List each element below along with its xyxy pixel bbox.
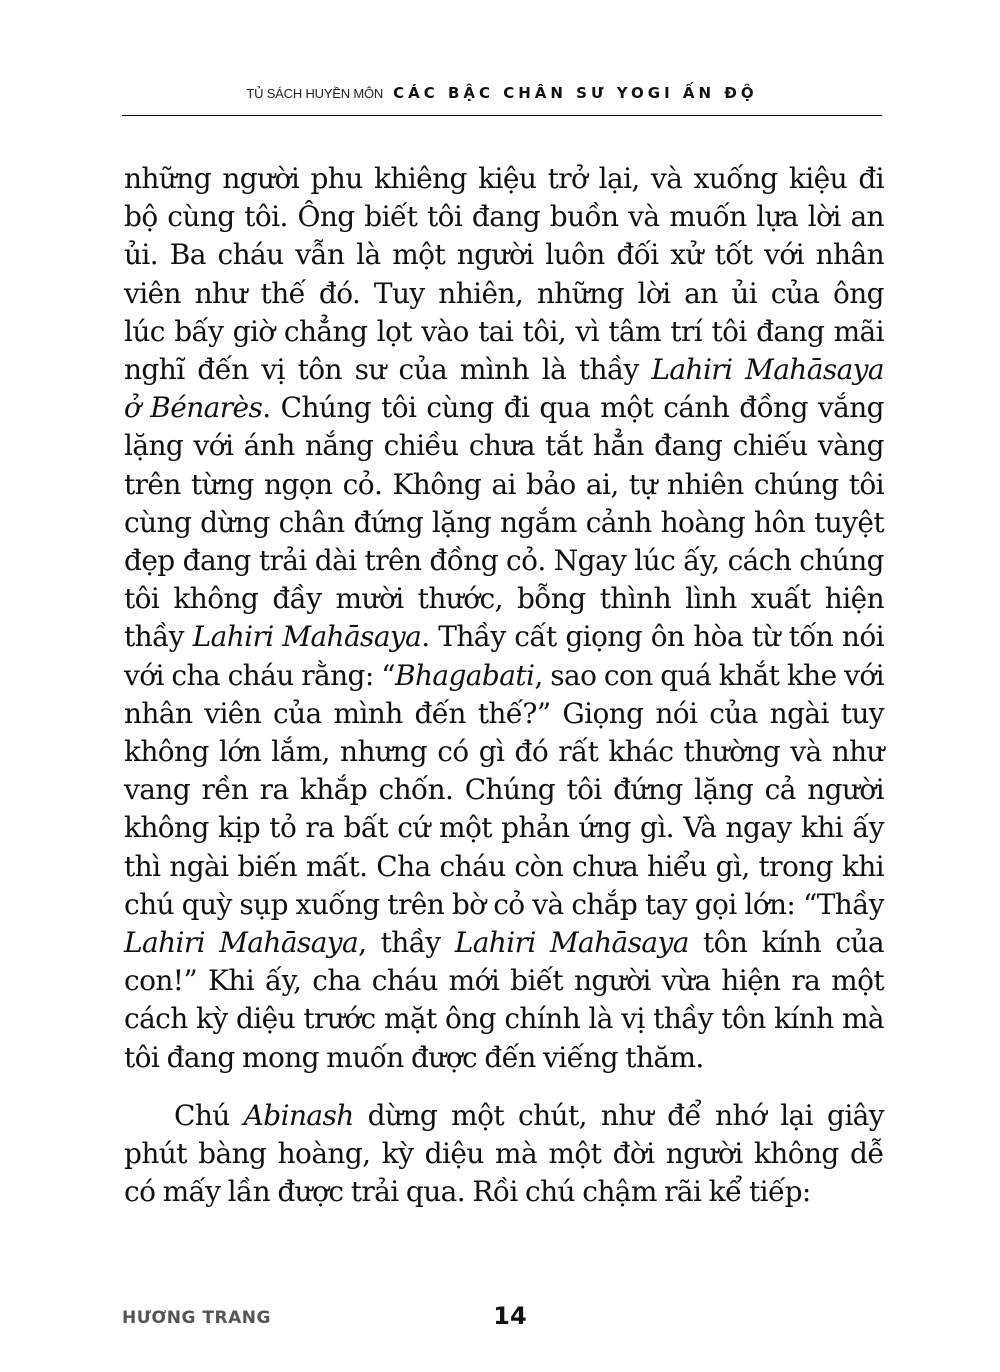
- text-line: tôi không đầy mười thước, bỗng thình lình xuất hiện: [124, 582, 884, 616]
- book-title: CÁC BẬC CHÂN SƯ YOGI ẤN ĐỘ: [393, 84, 758, 102]
- header-rule: [122, 115, 882, 116]
- italic-name: Lahiri Mahāsaya: [192, 620, 422, 654]
- italic-name: Lahiri Mahāsaya: [124, 926, 359, 960]
- text-line: tôi đang mong muốn được đến viếng thăm.: [124, 1040, 704, 1074]
- text-line: nhân viên của mình đến thế?” Giọng nói của ngài tuy: [124, 696, 884, 730]
- italic-name: Bhagabati: [394, 658, 535, 692]
- text-line: con!” Khi ấy, cha cháu mới biết người vừa hiện ra một: [124, 964, 884, 998]
- body-text: [124, 160, 884, 1211]
- text-line: không lớn lắm, nhưng có gì đó rất khác thường và như: [124, 735, 884, 769]
- italic-name: Lahiri Mahāsaya: [651, 353, 884, 387]
- text-line: bộ cùng tôi. Ông biết tôi đang buồn và muốn lựa lời an: [124, 200, 884, 234]
- page-number: 14: [493, 1302, 527, 1330]
- text-line: có mấy lần được trải qua. Rồi chú chậm rãi kể tiếp:: [124, 1175, 811, 1209]
- text-line: viên như thế đó. Tuy nhiên, những lời an ủi của ông: [124, 276, 884, 310]
- text-line: đẹp đang trải dài trên đồng cỏ. Ngay lúc ấy, cách chúng: [124, 544, 884, 578]
- text-line: thầy Lahiri Mahāsaya. Thầy cất giọng ôn hòa từ tốn nói: [124, 620, 884, 654]
- text-line: vang rền ra khắp chốn. Chúng tôi đứng lặng cả người: [124, 773, 884, 807]
- text-line: Chú Abinash dừng một chút, như để nhớ lại giây: [174, 1098, 884, 1132]
- italic-name: Lahiri Mahāsaya: [454, 926, 689, 960]
- italic-place: ở Bénarès: [124, 391, 263, 425]
- text-line: Lahiri Mahāsaya, thầy Lahiri Mahāsaya tôn kính của: [124, 926, 884, 960]
- italic-name: Abinash: [243, 1098, 354, 1132]
- text-line: cùng dừng chân đứng lặng ngắm cảnh hoàng hôn tuyệt: [124, 505, 884, 539]
- text-line: ở Bénarès. Chúng tôi cùng đi qua một cánh đồng vắng: [124, 391, 884, 425]
- text-line: phút bàng hoàng, kỳ diệu mà một đời người không dễ: [124, 1137, 884, 1171]
- text-line: những người phu khiêng kiệu trở lại, và xuống kiệu đi: [124, 162, 884, 195]
- series-name: TỦ SÁCH HUYỀN MÔN: [246, 86, 384, 101]
- publisher-brand: HƯƠNG TRANG: [122, 1308, 271, 1328]
- text-line: chú quỳ sụp xuống trên bờ cỏ và chắp tay gọi lớn: “Thầy: [124, 887, 884, 921]
- text-line: không kịp tỏ ra bất cứ một phản ứng gì. Và ngay khi ấy: [124, 811, 884, 845]
- text-line: lúc bấy giờ chẳng lọt vào tai tôi, vì tâm trí tôi đang mãi: [124, 314, 884, 348]
- text-line: trên từng ngọn cỏ. Không ai bảo ai, tự nhiên chúng tôi: [124, 467, 884, 501]
- text-line: với cha cháu rằng: “Bhagabati, sao con quá khắt khe với: [124, 658, 884, 692]
- text-line: cách kỳ diệu trước mặt ông chính là vị thầy tôn kính mà: [124, 1002, 884, 1036]
- running-header: [122, 84, 882, 114]
- paragraph-gap: [124, 1077, 884, 1097]
- text-line: nghĩ đến vị tôn sư của mình là thầy Lahiri Mahāsaya: [124, 353, 884, 387]
- text-line: ủi. Ba cháu vẫn là một người luôn đối xử tốt với nhân: [124, 238, 884, 272]
- text-line: thì ngài biến mất. Cha cháu còn chưa hiểu gì, trong khi: [124, 849, 884, 883]
- text-line: lặng với ánh nắng chiều chưa tắt hẳn đang chiếu vàng: [124, 429, 884, 463]
